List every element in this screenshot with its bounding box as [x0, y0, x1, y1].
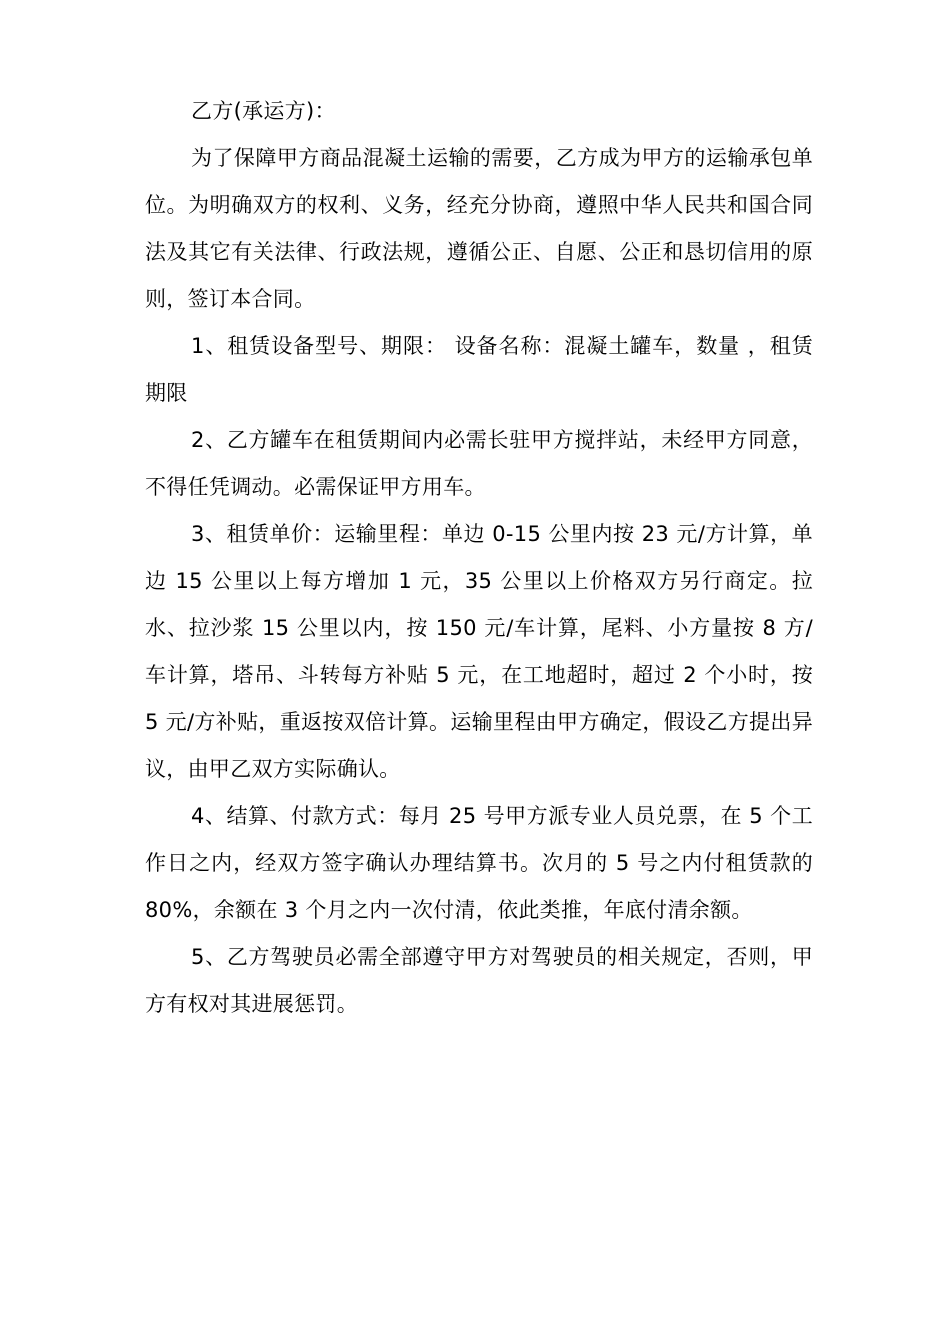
- clause-3-paragraph: 3、租赁单价：运输里程：单边 0-15 公里内按 23 元/方计算，单边 15 公里以上每方增加 1 元，35 公里以上价格双方另行商定。拉水、拉沙浆 15 公里以内，按 150 元/车计算，尾料、小方量按 8 方/车计算，塔吊、斗转每方补贴 5 元，在工地超时，超过 2 个小时，按 5 元/方补贴，重返按双倍计算。运输里程由甲方确定，假设乙方提出异议，由甲乙双方实际确认。: [145, 522, 813, 781]
- party-b-heading: 乙方(承运方)：: [191, 99, 336, 123]
- clause-4-paragraph: 4、结算、付款方式：每月 25 号甲方派专业人员兑票，在 5 个工作日之内，经双方签字确认办理结算书。次月的 5 号之内付租赁款的 80%，余额在 3 个月之内一次付清，依此类推，年底付清余额。: [145, 804, 813, 922]
- clause-2-paragraph: 2、乙方罐车在租赁期间内必需长驻甲方搅拌站，未经甲方同意，不得任凭调动。必需保证甲方用车。: [145, 428, 813, 499]
- intro-paragraph: 为了保障甲方商品混凝土运输的需要，乙方成为甲方的运输承包单位。为明确双方的权利、义务，经充分协商，遵照中华人民共和国合同法及其它有关法律、行政法规，遵循公正、自愿、公正和恳切信用的原则，签订本合同。: [145, 146, 813, 311]
- clause-5-paragraph: 5、乙方驾驶员必需全部遵守甲方对驾驶员的相关规定，否则，甲方有权对其进展惩罚。: [145, 945, 813, 1016]
- contract-body: [145, 88, 813, 1028]
- clause-1-paragraph: 1、租赁设备型号、期限： 设备名称：混凝土罐车，数量 ，租赁期限: [145, 334, 813, 405]
